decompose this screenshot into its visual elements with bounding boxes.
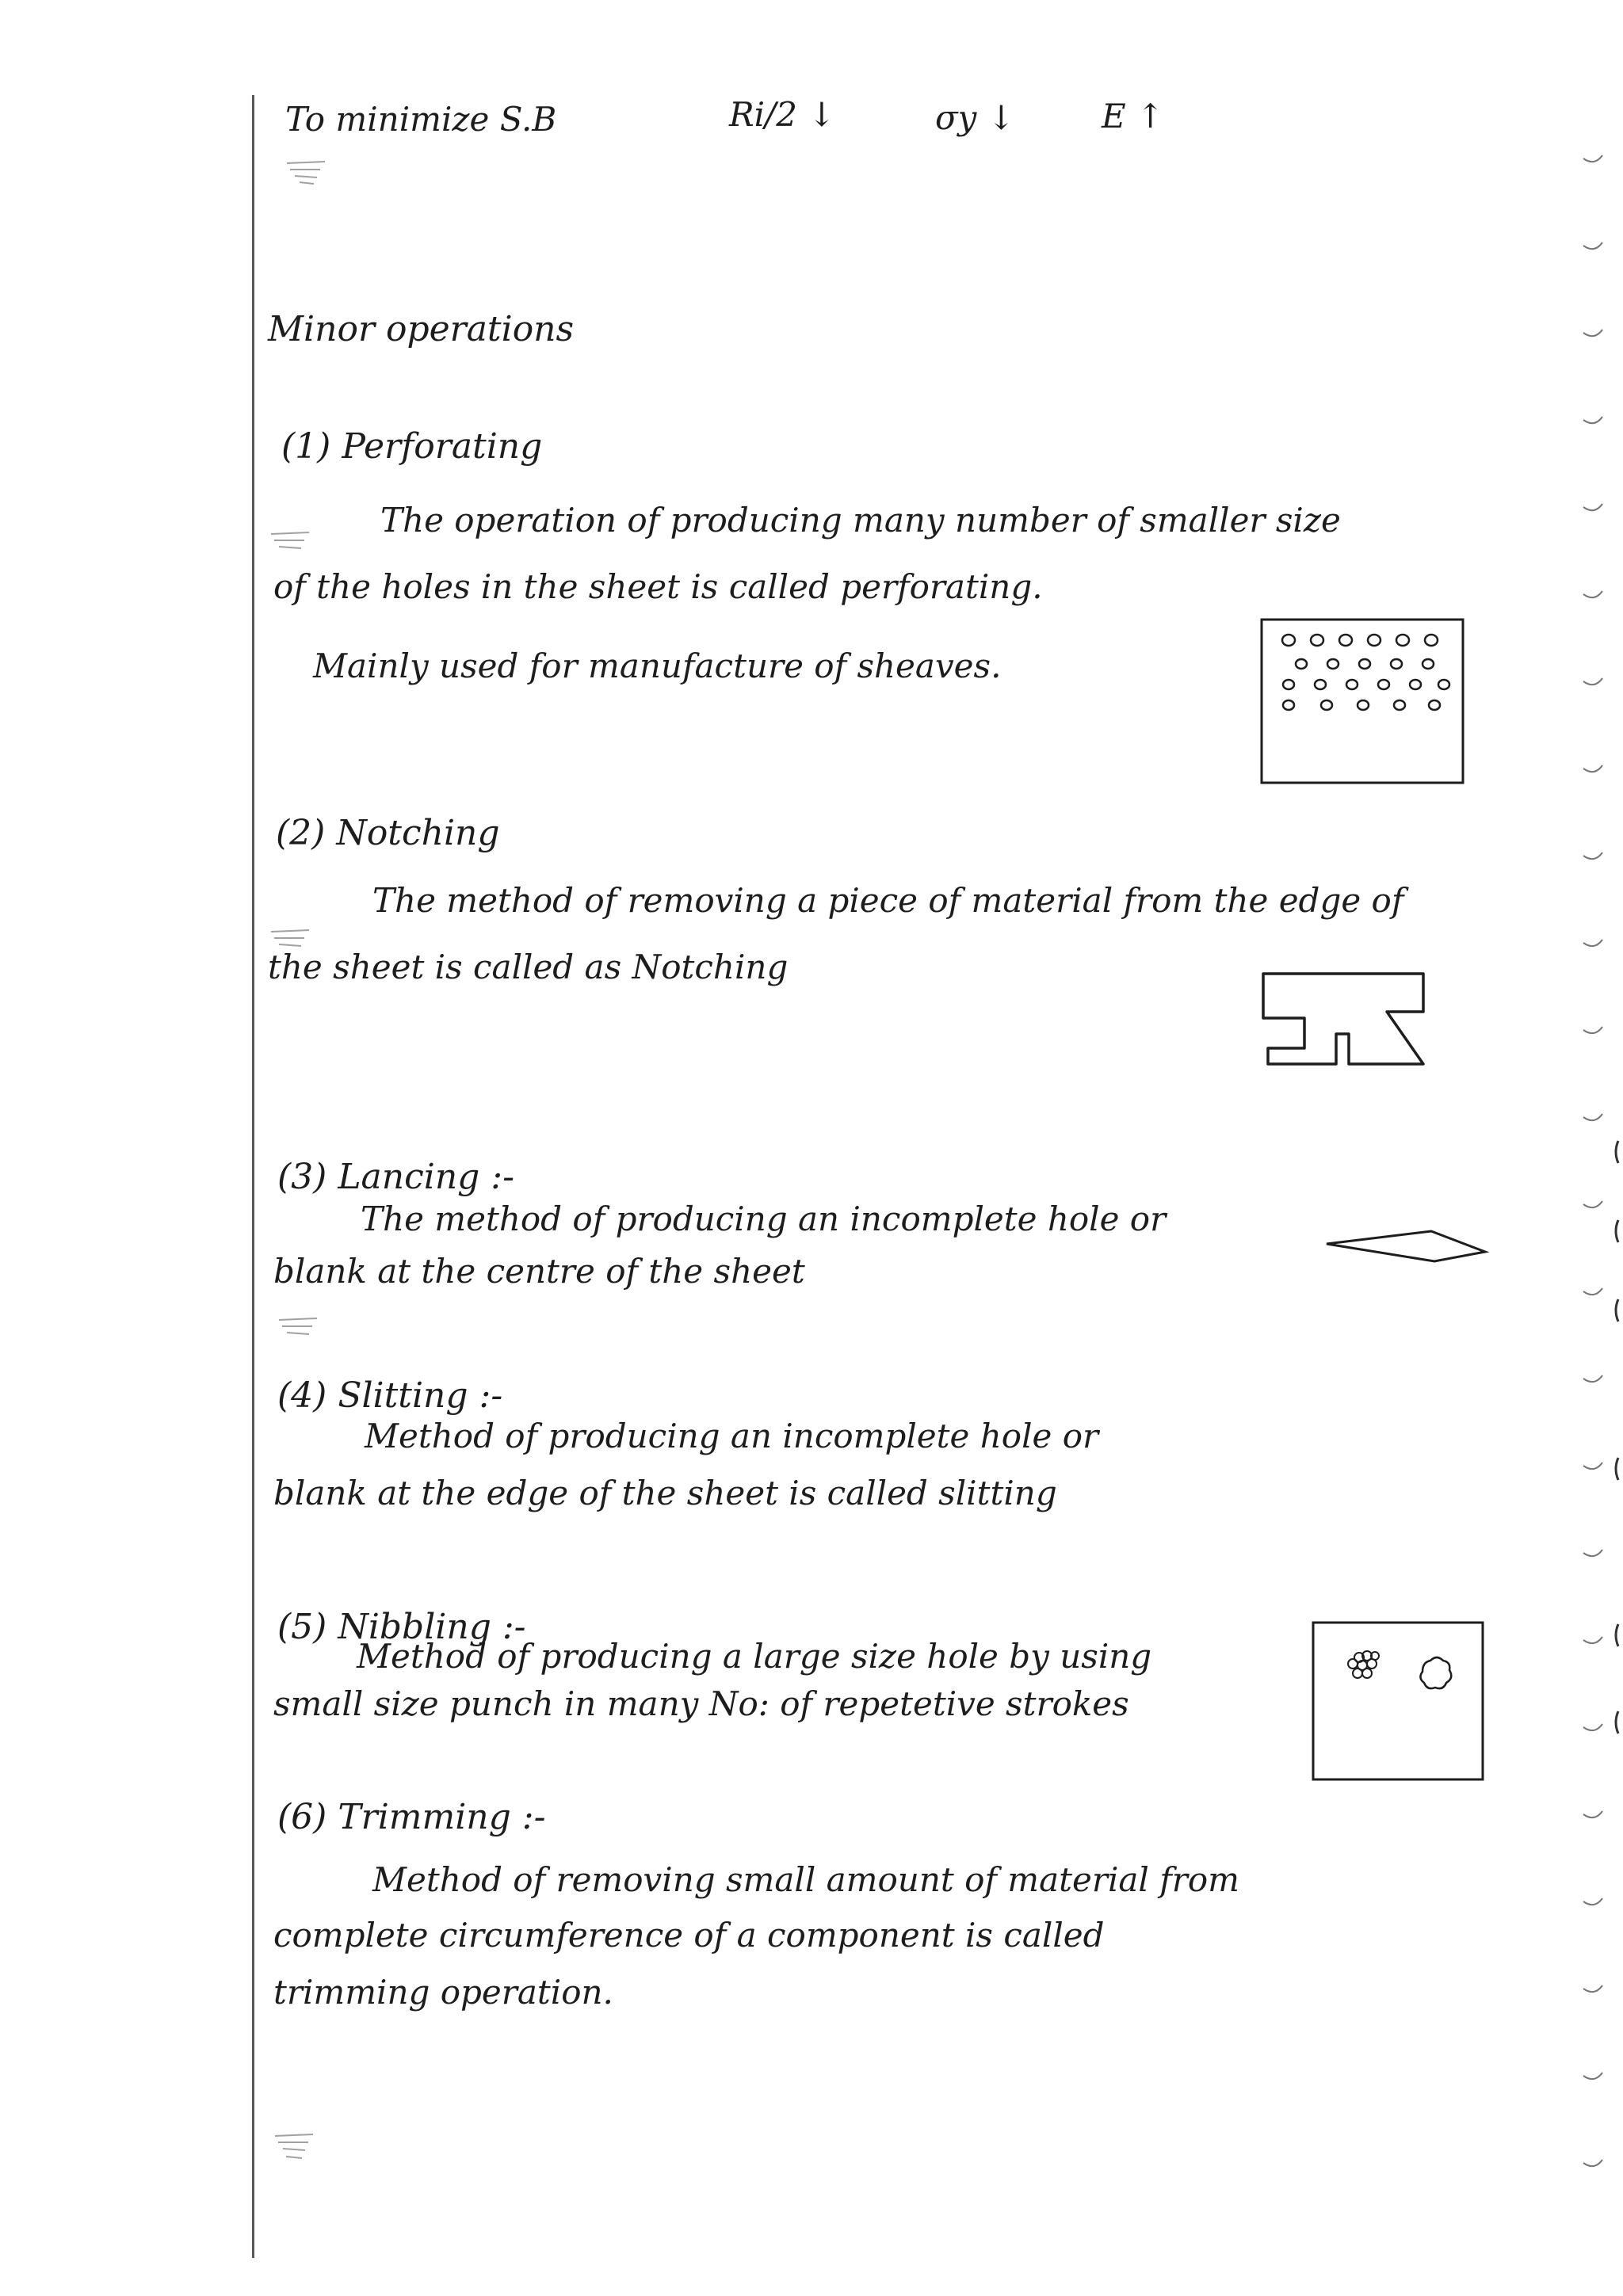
scan-smudge [277,1315,325,1347]
nibbling-line-2: small size punch in many No: of repetetive strokes [273,1684,1129,1723]
header-sigma-term: σy ↓ [935,98,1015,137]
trimming-line-1: Method of removing small amount of material from [372,1860,1239,1899]
nibbled-sheet-sketch [1312,1621,1486,1783]
margin-line [252,95,254,2258]
section-heading-perforating: (1) Perforating [281,426,543,467]
section-heading-lancing: (3) Lancing :- [277,1157,514,1197]
header-note: To minimize S.B [285,100,557,139]
slitting-line-2: blank at the edge of the sheet is called slitting [273,1474,1057,1512]
lancing-line-1: The method of producing an incomplete hole or [361,1199,1167,1238]
header-e-term: E ↑ [1102,97,1165,135]
trimming-line-2: complete circumference of a component is called [273,1916,1105,1955]
scan-smudge [269,529,317,561]
notched-sheet-sketch [1260,971,1434,1074]
scan-smudge [285,158,333,190]
nibbling-line-1: Method of producing a large size hole by using [357,1637,1152,1676]
page-title: Minor operations [268,309,575,349]
section-heading-trimming: (6) Trimming :- [277,1797,546,1837]
header-ri-term: Ri/2 ↓ [729,95,836,134]
perforating-line-2: of the holes in the sheet is called perforating. [273,567,1043,606]
perforating-line-1: The operation of producing many number of smaller size [380,501,1341,540]
section-heading-notching: (2) Notching [276,813,500,853]
trimming-line-3: trimming operation. [273,1973,613,2012]
slitting-line-1: Method of producing an incomplete hole or [365,1417,1099,1455]
section-heading-slitting: (4) Slitting :- [277,1375,503,1416]
binder-edge-marks [1560,0,1623,2296]
perforating-line-3: Mainly used for manufacture of sheaves. [313,646,1002,685]
lancing-line-2: blank at the centre of the sheet [273,1252,805,1291]
notching-line-1: The method of removing a piece of material from the edge of [372,881,1404,920]
section-heading-nibbling: (5) Nibbling :- [277,1607,526,1647]
notching-line-2: the sheet is called as Notching [268,948,789,986]
perforated-sheet-sketch [1260,618,1466,786]
scan-smudge [273,2131,321,2171]
lanced-sheet-sketch [1323,1220,1490,1276]
